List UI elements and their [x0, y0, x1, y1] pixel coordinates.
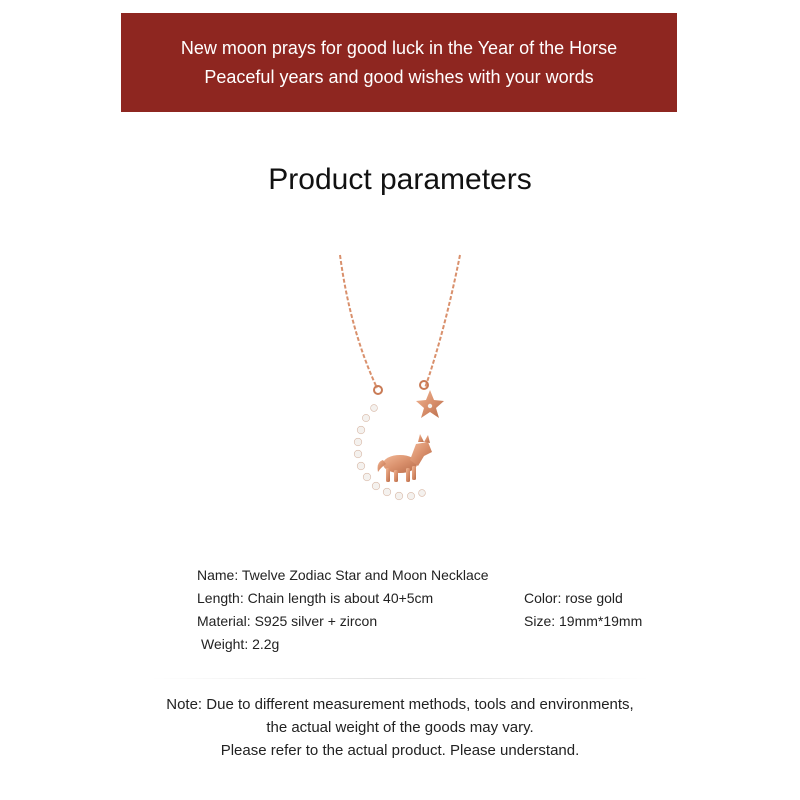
horse-charm	[378, 434, 432, 482]
param-name: Name: Twelve Zodiac Star and Moon Necklace	[197, 567, 489, 583]
param-size: Size: 19mm*19mm	[524, 613, 643, 629]
section-title: Product parameters	[268, 163, 532, 196]
note-line-1: Note: Due to different measurement methods, tools and environments,	[166, 696, 634, 713]
chain-ring-left	[374, 386, 382, 394]
banner-line-2: Peaceful years and good wishes with your words	[204, 66, 594, 87]
param-color: Color: rose gold	[524, 590, 623, 606]
param-material: Material: S925 silver + zircon	[197, 613, 378, 629]
note-line-3: Please refer to the actual product. Please understand.	[220, 742, 580, 759]
param-weight: Weight: 2.2g	[201, 636, 280, 652]
banner-line-1: New moon prays for good luck in the Year of the Horse	[180, 37, 618, 58]
note-line-2: the actual weight of the goods may vary.	[266, 719, 534, 736]
param-length: Length: Chain length is about 40+5cm	[197, 590, 434, 606]
necklace-product-image	[320, 230, 490, 520]
divider	[150, 678, 650, 679]
chain-right	[425, 255, 460, 388]
promo-banner	[121, 13, 677, 112]
disclaimer-note	[0, 693, 800, 762]
chain-left	[340, 255, 377, 388]
